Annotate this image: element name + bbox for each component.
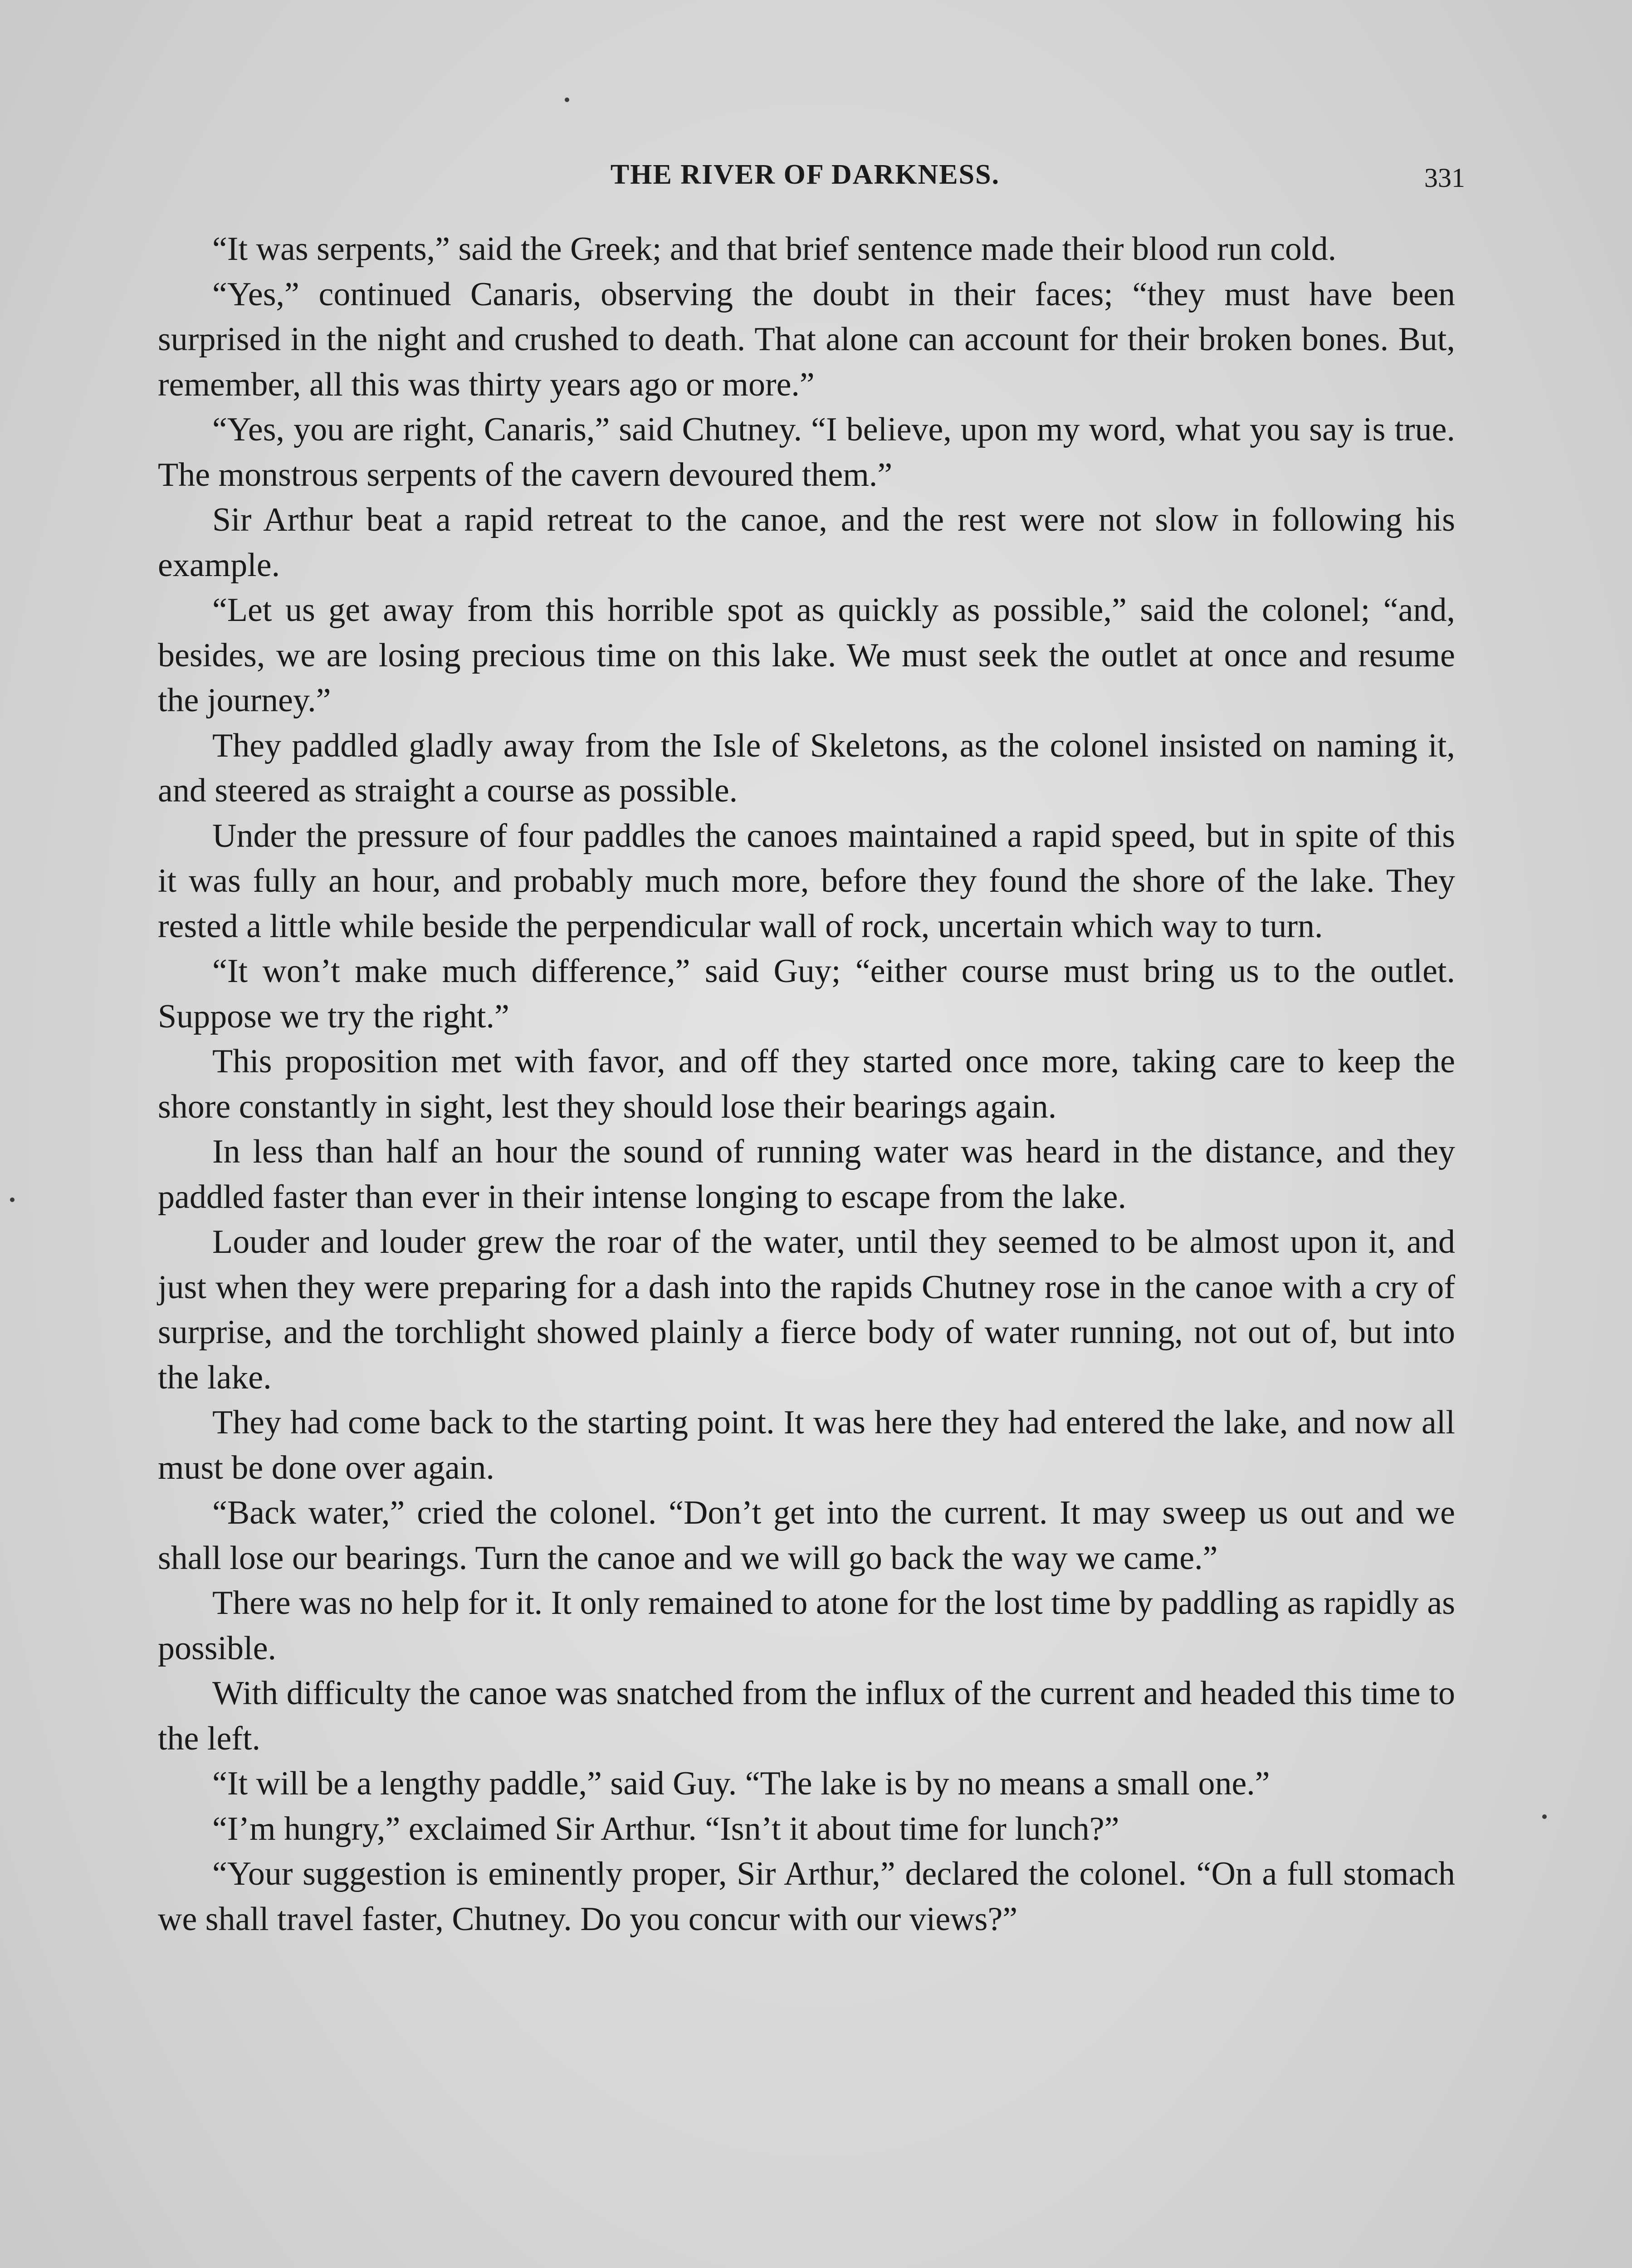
- page-number: 331: [1424, 163, 1465, 193]
- paragraph: There was no help for it. It only remained to atone for the lost time by paddling as rapidly as possible.: [158, 1584, 1455, 1667]
- print-speck: [1542, 1814, 1547, 1819]
- body-text: [158, 227, 1455, 1942]
- print-speck: [10, 1198, 15, 1202]
- paragraph: “Yes,” continued Canaris, observing the doubt in their faces; “they must have been surprised in the night and crushed to death. That alone can account for their broken bones. But, remember, all this was thirty years ago or more.”: [158, 275, 1455, 403]
- paragraph: This proposition met with favor, and off they started once more, taking care to keep the shore constantly in sight, lest they should lose their bearings again.: [158, 1043, 1455, 1125]
- paragraph: “It won’t make much difference,” said Guy; “either course must bring us to the outlet. Suppose we try the right.”: [158, 953, 1455, 1035]
- paragraph: They paddled gladly away from the Isle of Skeletons, as the colonel insisted on naming it, and steered as straight a course as possible.: [158, 727, 1455, 809]
- paragraph: In less than half an hour the sound of running water was heard in the distance, and they paddled faster than ever in their intense longing to escape from the lake.: [158, 1133, 1455, 1216]
- paragraph: With difficulty the canoe was snatched from the influx of the current and headed this time to the left.: [158, 1675, 1455, 1757]
- paragraph: They had come back to the starting point. It was here they had entered the lake, and now all must be done over again.: [158, 1404, 1455, 1486]
- print-speck: [565, 98, 569, 102]
- paragraph: Under the pressure of four paddles the canoes maintained a rapid speed, but in spite of this it was fully an hour, and probably much more, before they found the shore of the lake. They rested a little while beside the perpendicular wall of rock, uncertain which way to turn.: [158, 817, 1455, 945]
- page-header: [159, 159, 1465, 209]
- paragraph: “I’m hungry,” exclaimed Sir Arthur. “Isn’t it about time for lunch?”: [212, 1810, 1119, 1848]
- paragraph: Louder and louder grew the roar of the water, until they seemed to be almost upon it, and just when they were preparing for a dash into the rapids Chutney rose in the canoe with a cry of surprise, and the torchlight showed plainly a fierce body of water running, not out of, but into the lake.: [158, 1223, 1455, 1396]
- paragraph: “It was serpents,” said the Greek; and that brief sentence made their blood run cold.: [212, 230, 1337, 268]
- paragraph: “Back water,” cried the colonel. “Don’t get into the current. It may sweep us out and we shall lose our bearings. Turn the canoe and we will go back the way we came.”: [158, 1494, 1455, 1577]
- paragraph: “It will be a lengthy paddle,” said Guy. “The lake is by no means a small one.”: [212, 1765, 1270, 1802]
- running-title: THE RIVER OF DARKNESS.: [610, 159, 1000, 190]
- paragraph: Sir Arthur beat a rapid retreat to the canoe, and the rest were not slow in following his example.: [158, 501, 1455, 584]
- paragraph: “Your suggestion is eminently proper, Sir Arthur,” declared the colonel. “On a full stomach we shall travel faster, Chutney. Do you concur with our views?”: [158, 1855, 1455, 1938]
- paragraph: “Let us get away from this horrible spot as quickly as possible,” said the colonel; “and, besides, we are losing precious time on this lake. We must seek the outlet at once and resume the journey.”: [158, 591, 1455, 719]
- paragraph: “Yes, you are right, Canaris,” said Chutney. “I believe, upon my word, what you say is true. The monstrous serpents of the cavern devoured them.”: [158, 411, 1455, 494]
